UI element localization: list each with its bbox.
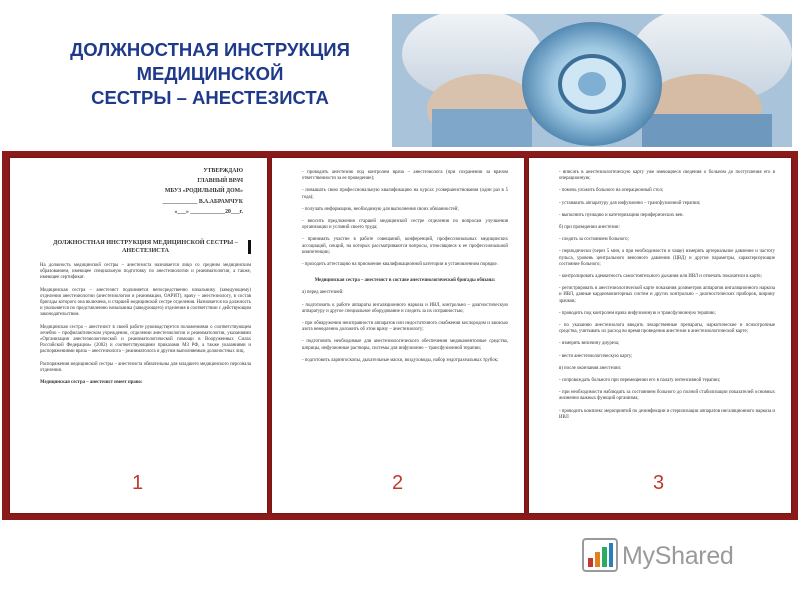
paragraph: - выполнить пункцию и катетеризацию периферических вен. — [559, 212, 684, 218]
paragraph: - вносить предложения старшей медицинской сестре отделения по вопросам улучшения организации и условий своего труда; — [302, 219, 508, 231]
paragraph: - периодически (через 5 мин, а при необходимости и чаще) измерять артериальное давление и частоту пульса, уровень центрального венозного давления (ЦВД) и другие параметры, характеризующие состояние больного; — [559, 249, 775, 267]
paragraph: - подготовить необходимые для анестезиологического обеспечения медикаментозные средства, шприцы, инфузионные растворы, системы для инфузионно – трансфузионной терапии; — [302, 339, 508, 351]
document-page-3 — [529, 158, 791, 513]
paragraph: - проводить комплекс мероприятий по дезинфекции и стерилизации аппаратов ингаляционного наркоза и ИВЛ — [559, 408, 775, 420]
approval-line: МБУЗ «РОДИЛЬНЫЙ ДОМ» — [164, 188, 243, 195]
paragraph: Медицинская сестра – анестезист в составе анестезиологической бригады обязана: — [314, 278, 496, 284]
paragraph: - принимать участие в работе совещаний, конференций, профессиональных медицинских ассоциаций, секций, на которых рассматриваются вопросы, относящиеся к ее профессиональной компетенции; — [302, 237, 508, 255]
page-number: 1 — [132, 472, 144, 494]
paragraph: б) при проведении анестезии: — [559, 225, 620, 231]
approval-line: УТВЕРЖДАЮ — [203, 168, 243, 174]
paragraph: - помочь уложить больного на операционный стол; — [559, 188, 664, 194]
paragraph: - вписать в анестезиологическую карту уже имеющиеся сведения о больном до поступления его в операционную; — [559, 170, 775, 182]
approval-line: «___» ____________20___г. — [174, 208, 243, 215]
paragraph: - устанавить аппаратуру для инфузионно – трансфузионной терапии; — [559, 200, 701, 206]
slide-title-line: СЕСТРЫ – АНЕСТЕЗИСТА — [91, 87, 329, 108]
paragraph: На должность медицинской сестры – анестезиста назначается лицо со средним медицинским образованием, имеющее специальную подготовку по анестезиологии и реаниматологии, а также, имеющее сертификат. — [40, 263, 251, 281]
paragraph: - сопровождать больного при перемещении его в палату интенсивной терапии; — [559, 378, 721, 384]
paragraph: Распоряжения медицинской сестры – анестезиста обязательны для младшего медицинского персонала отделения. — [40, 361, 251, 373]
margin-mark — [248, 240, 251, 254]
page-number: 3 — [653, 472, 665, 494]
document-page-1 — [10, 158, 267, 513]
paragraph: - при необходимости наблюдать за состоянием больного до полной стабилизации показателей основных жизненно важных функций организма; — [559, 390, 775, 402]
paragraph: - проводить анестезию под контролем врача – анестезиолога (при сохранении за врачом ответственности за ее проведение); — [302, 170, 508, 182]
slide-title — [30, 38, 390, 110]
anesthesia-photo-illustration — [392, 14, 792, 147]
paragraph: - подготовить ларингоскопы, дыхательные маски, воздуховоды, набор эндотрахеальных трубок; — [302, 357, 499, 363]
slide-title-line: МЕДИЦИНСКОЙ — [136, 63, 284, 84]
document-heading: ДОЛЖНОСТНАЯ ИНСТРУКЦИЯ МЕДИЦИНСКОЙ СЕСТРЫ – АНЕСТЕЗИСТА — [53, 239, 238, 255]
paragraph: в) после окончания анестезии: — [559, 365, 622, 371]
myshared-logo[interactable] — [582, 536, 767, 576]
paragraph: - проходить аттестацию на присвоение квалификационной категории в установленном порядке. — [302, 262, 498, 268]
paragraph: Медицинская сестра – анестезист имеет право: — [40, 380, 143, 386]
paragraph: - получать информацию, необходимую для выполнения своих обязанностей; — [302, 206, 459, 212]
logo-text: MyShared — [622, 542, 734, 570]
approval-line: ____________ В.А.АБРАМЧУК — [162, 198, 243, 205]
document-page-2 — [272, 158, 524, 513]
paragraph: - контролировать адекватность самостоятельного дыхания или ИВЛ и отмечать показатели в карте; — [559, 274, 762, 280]
paragraph: - вести анестезиологическую карту; — [559, 353, 633, 359]
approval-line: ГЛАВНЫЙ ВРАЧ — [197, 178, 243, 185]
paragraph: - регистрировать в анестезиологической карте показания дозиметров аппаратов ингаляционного наркоза и ИВЛ, данные кардиомониторных систем и других контрольно – диагностических приборов, ширину зрачков; — [559, 286, 775, 304]
paragraph: а) перед анестезией: — [302, 290, 344, 296]
paragraph: - подготовить к работе аппараты ингаляционного наркоза и ИВЛ, контрольно – диагностическую аппаратуру и другое специальное оборудование и следить за их исправностью; — [302, 302, 508, 314]
paragraph: - измерять величину диуреза; — [559, 341, 620, 347]
page-number: 2 — [392, 472, 404, 494]
paragraph: - при обнаружении неисправности аппаратов или недостаточного снабжения кислородом и закисью азота немедленно доложить об этом врачу – анестезиологу; — [302, 321, 508, 333]
anesthesia-photo — [392, 14, 792, 147]
paragraph: - проводить под контролем врача инфузионную и трансфузионную терапию; — [559, 310, 716, 316]
paragraph: Медицинская сестра – анестезист подчиняется непосредственно начальнику (заведующему) отделения анестезиологии (анестезиологии и реанимации, ОАРИТ), врачу – анестезиологу, в состав бригады которого она включена, и старшей медицинской сестре отделения. Назначается на должность и увольняется по представлению начальника (заведующего) отделения в соответствии с действующим законодательством. — [40, 287, 251, 318]
paragraph: Медицинская сестра – анестезист в своей работе руководствуется положениями о соответствующем лечебно – профилактическом учреждении, отделении анестезиологии и реаниматологии, указаниями «Организация анестезиологической и реаниматологической помощи в Вооруженных Силах Российской Федерации» (2002) и соответствующими приказами МЗ РФ, а также указаниями и распоряжениями врача – анестезиолога – реаниматолога и другим выполняемым должностных лиц. — [40, 324, 251, 355]
slide-title-line: ДОЛЖНОСТНАЯ ИНСТРУКЦИЯ — [70, 39, 350, 60]
paragraph: - повышать свою профессиональную квалификацию на курсах усовершенствования (один раз в 5 года); — [302, 188, 508, 200]
approval-block — [150, 166, 251, 217]
myshared-logo-icon — [582, 538, 618, 572]
paragraph: - по указанию анестезиолога вводить лекарственные препараты, наркотические и психотропные средства, учитывать их расход во время проведения анестезии в анестезиологической карте; — [559, 323, 775, 335]
paragraph: - следить за состоянием больного; — [559, 237, 629, 243]
